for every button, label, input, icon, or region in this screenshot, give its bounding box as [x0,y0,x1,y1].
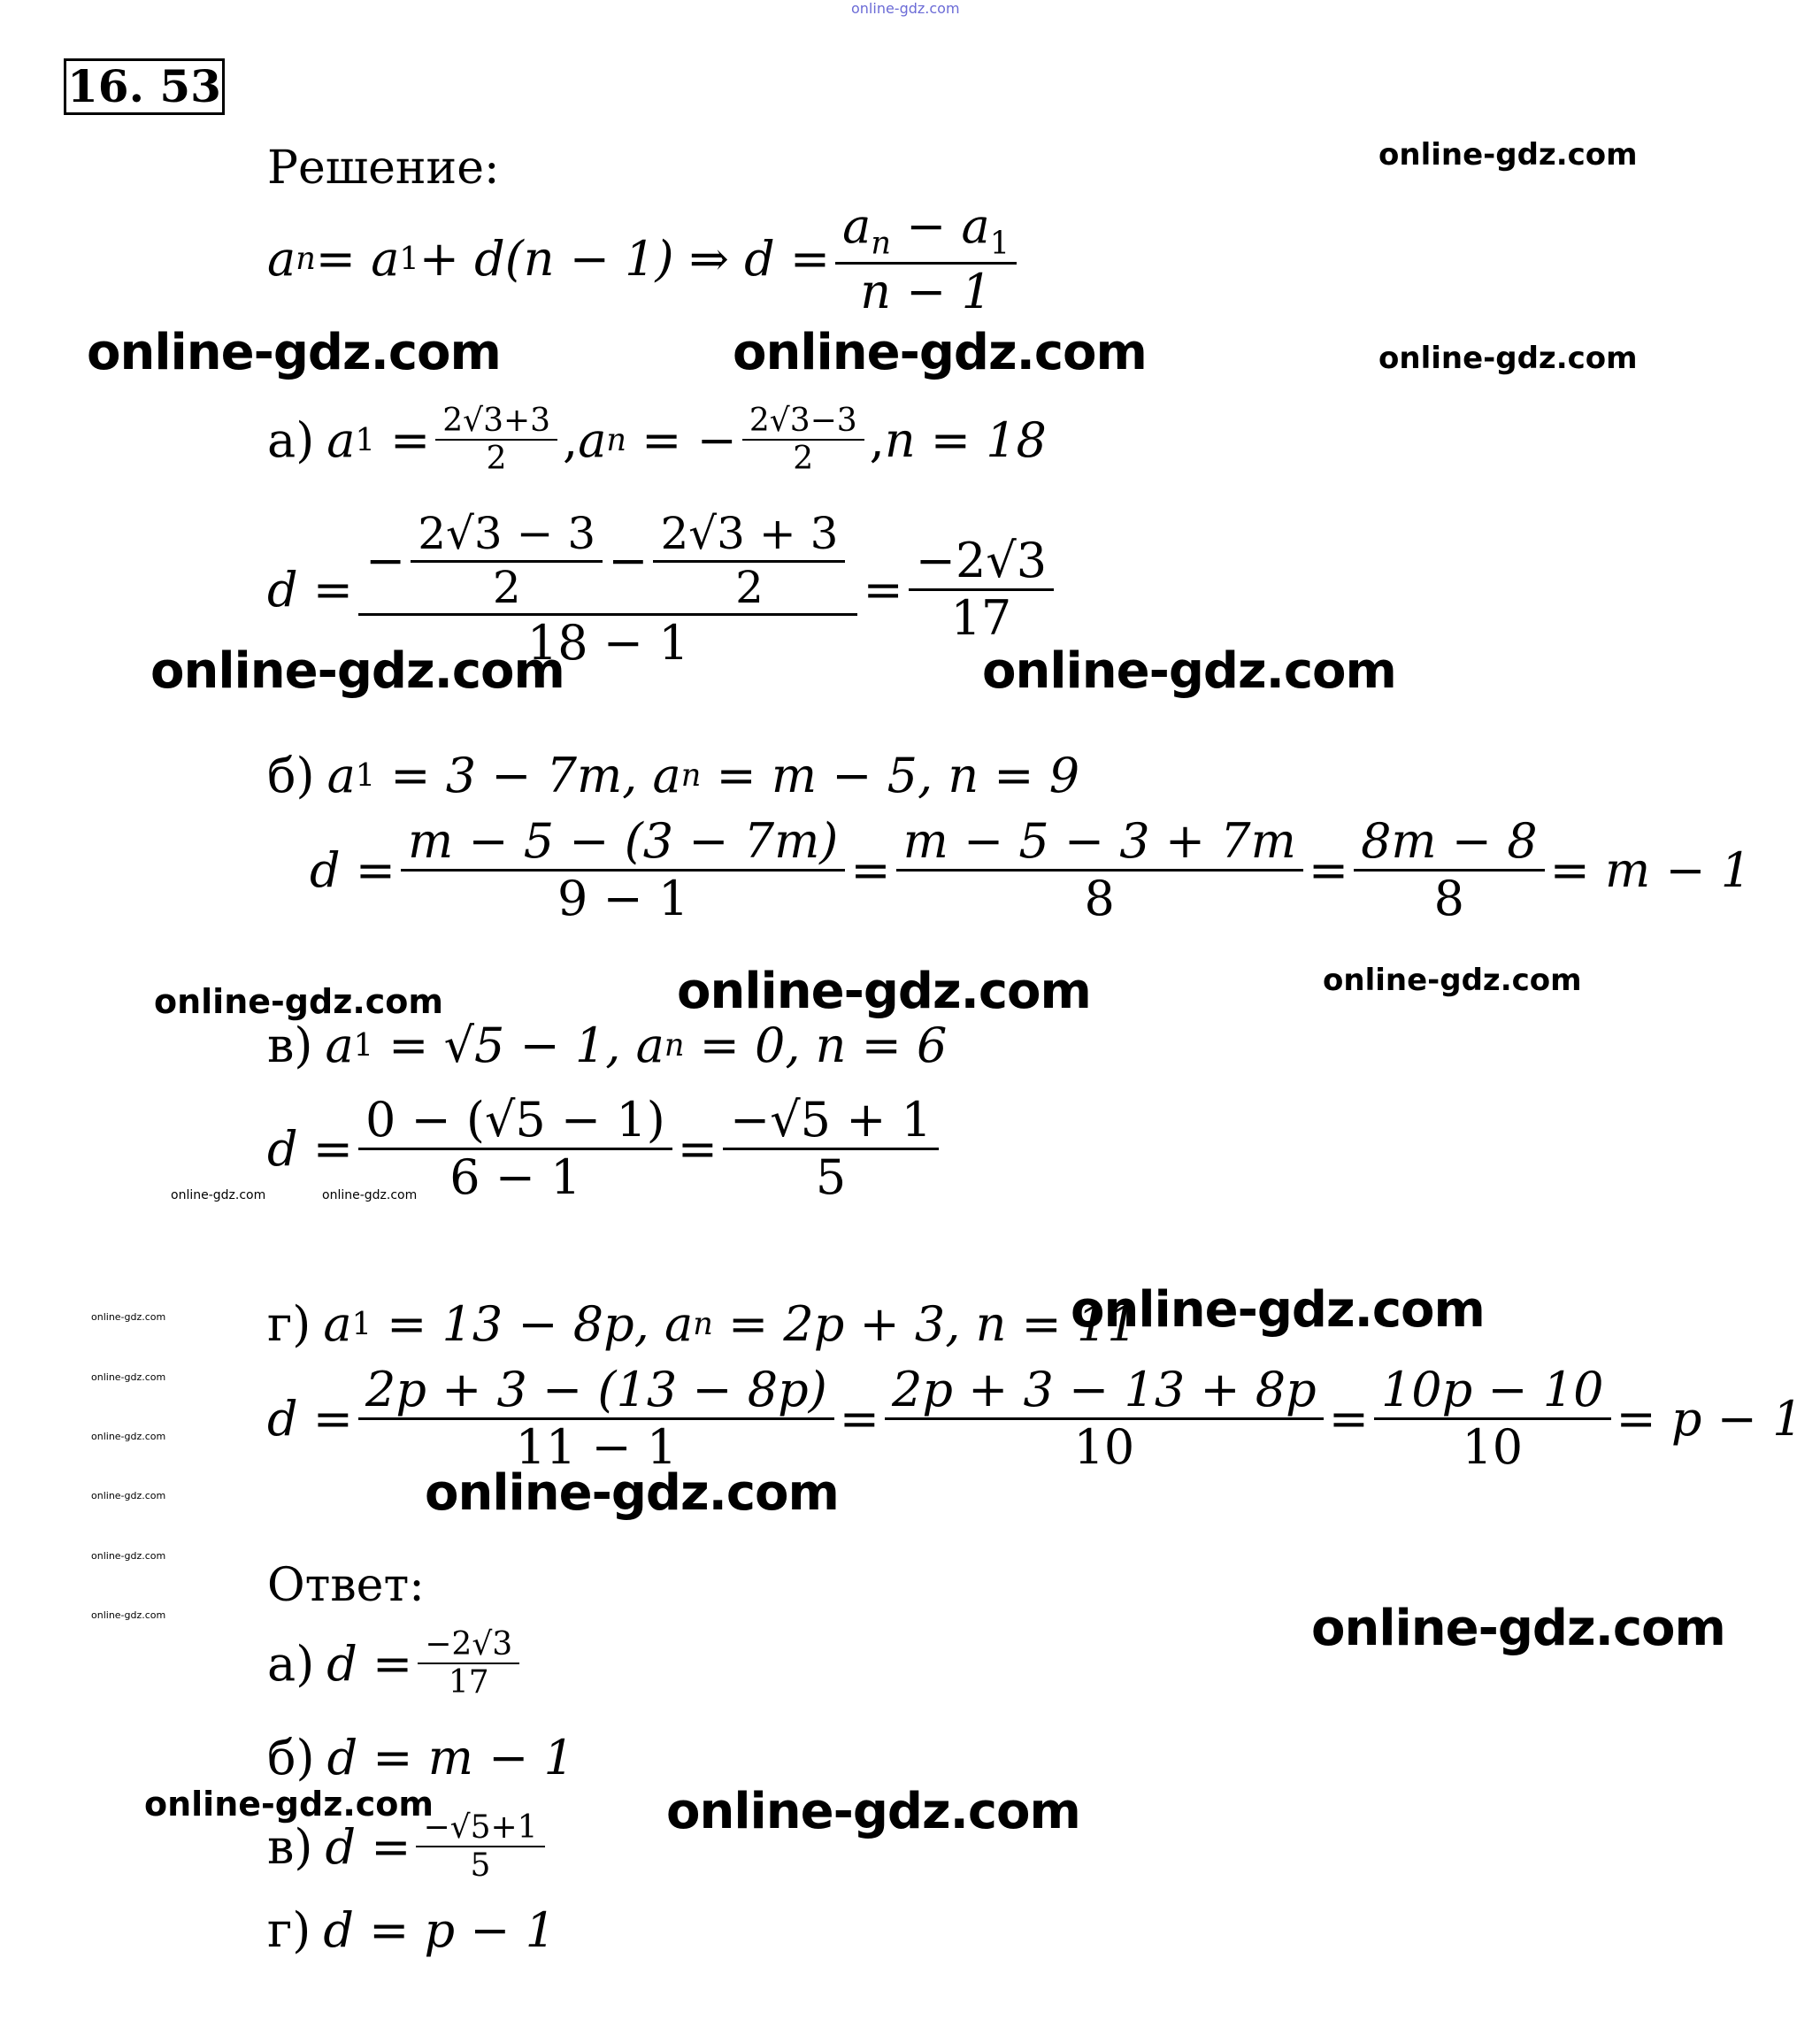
part-v-given: в) a 1 = √5 − 1, a n = 0, n = 6 [267,1018,948,1073]
answer-a: а) d = $\frac{-2√3}{17}$ [267,1626,525,1701]
part-a-label: а) [267,411,315,468]
watermark: online-gdz.com [150,642,564,700]
watermark: online-gdz.com [982,642,1396,700]
part-a-an-fraction: $\frac{2√3-3}{2}$ [742,403,864,478]
part-g-label: г) [267,1296,311,1352]
part-b-calc: d = $\frac{m - 5 - (3 - 7m)}{9 - 1}$ = $\frac{m - 5 - 3 + 7m}{8}$ = $\frac{8m - 8}{8}$ = m − 1 [310,813,1752,927]
answer-g: г) d = p − 1 [267,1902,557,1958]
watermark: online-gdz.com [677,963,1091,1020]
general-formula: a n = a 1 + d(n − 1) ⇒ d = $\frac{a_n - a_1}{n - 1}$ [267,199,1022,319]
part-v-calc: d = $\frac{0 - (√5 - 1)}{6 - 1}$ = $\frac{-√5 + 1}{5}$ [267,1093,944,1205]
formula-d: + d(n − 1) ⇒ d = [419,231,831,288]
watermark: online-gdz.com [1071,1281,1485,1339]
part-v-label: в) [267,1018,313,1073]
watermark: online-gdz.com [91,1311,166,1323]
problem-number: 16. 53 [64,58,225,115]
watermark: online-gdz.com [91,1609,166,1621]
part-g-given: г) a 1 = 13 − 8p, a n = 2p + 3, n = 11 [267,1296,1138,1352]
part-a-calc: d = − $\frac{2√3 - 3}{2}$ − $\frac{2√3 + 3}{2}$ 18 − 1 = $\frac{-2√3}{17}$ [267,509,1059,671]
watermark: online-gdz.com [666,1783,1080,1840]
watermark: online-gdz.com [144,1785,434,1824]
part-a-given: а) a 1 = $\frac{2√3+3}{2}$ , a n = − $\frac{2√3-3}{2}$ , n = 18 [267,403,1047,478]
part-a-result: $\frac{-2√3}{17}$ [909,534,1054,646]
formula-fraction: $\frac{a_n - a_1}{n - 1}$ [835,199,1017,319]
watermark: online-gdz.com [322,1188,418,1202]
answer-v: в) d = $\frac{-√5+1}{5}$ [267,1809,550,1885]
watermark: online-gdz.com [91,1431,166,1442]
answer-b: б) d = m − 1 [267,1730,574,1785]
watermark: online-gdz.com [171,1188,266,1202]
part-a-main-fraction: − $\frac{2√3 - 3}{2}$ − $\frac{2√3 + 3}{2}$ 18 − 1 [358,509,857,671]
formula-an: a [267,231,296,288]
watermark: online-gdz.com [733,324,1147,381]
watermark: online-gdz.com [1378,137,1638,173]
part-b-given: б) a 1 = 3 − 7m, a n = m − 5, n = 9 [267,748,1080,803]
part-a-a1-fraction: $\frac{2√3+3}{2}$ [435,403,557,478]
watermark: online-gdz.com [1378,341,1638,376]
answer-heading: Ответ: [267,1559,425,1612]
watermark: online-gdz.com [91,1550,166,1562]
solution-heading: Решение: [267,142,500,195]
watermark: online-gdz.com [1311,1600,1725,1657]
watermark: online-gdz.com [87,324,501,381]
watermark: online-gdz.com [91,1371,166,1383]
watermark: online-gdz.com [1323,963,1582,998]
part-g-calc: d = $\frac{2p + 3 - (13 - 8p)}{11 - 1}$ = $\frac{2p + 3 - 13 + 8p}{10}$ = $\frac{10p - 10}{10}$ = p − 1 [267,1362,1803,1476]
watermark: online-gdz.com [425,1464,839,1522]
part-b-label: б) [267,748,315,803]
watermark-top: online-gdz.com [851,0,960,17]
watermark: online-gdz.com [91,1490,166,1501]
formula-a1: = a [315,231,400,288]
part-a-n: n = 18 [884,411,1047,468]
watermark: online-gdz.com [154,982,443,1021]
